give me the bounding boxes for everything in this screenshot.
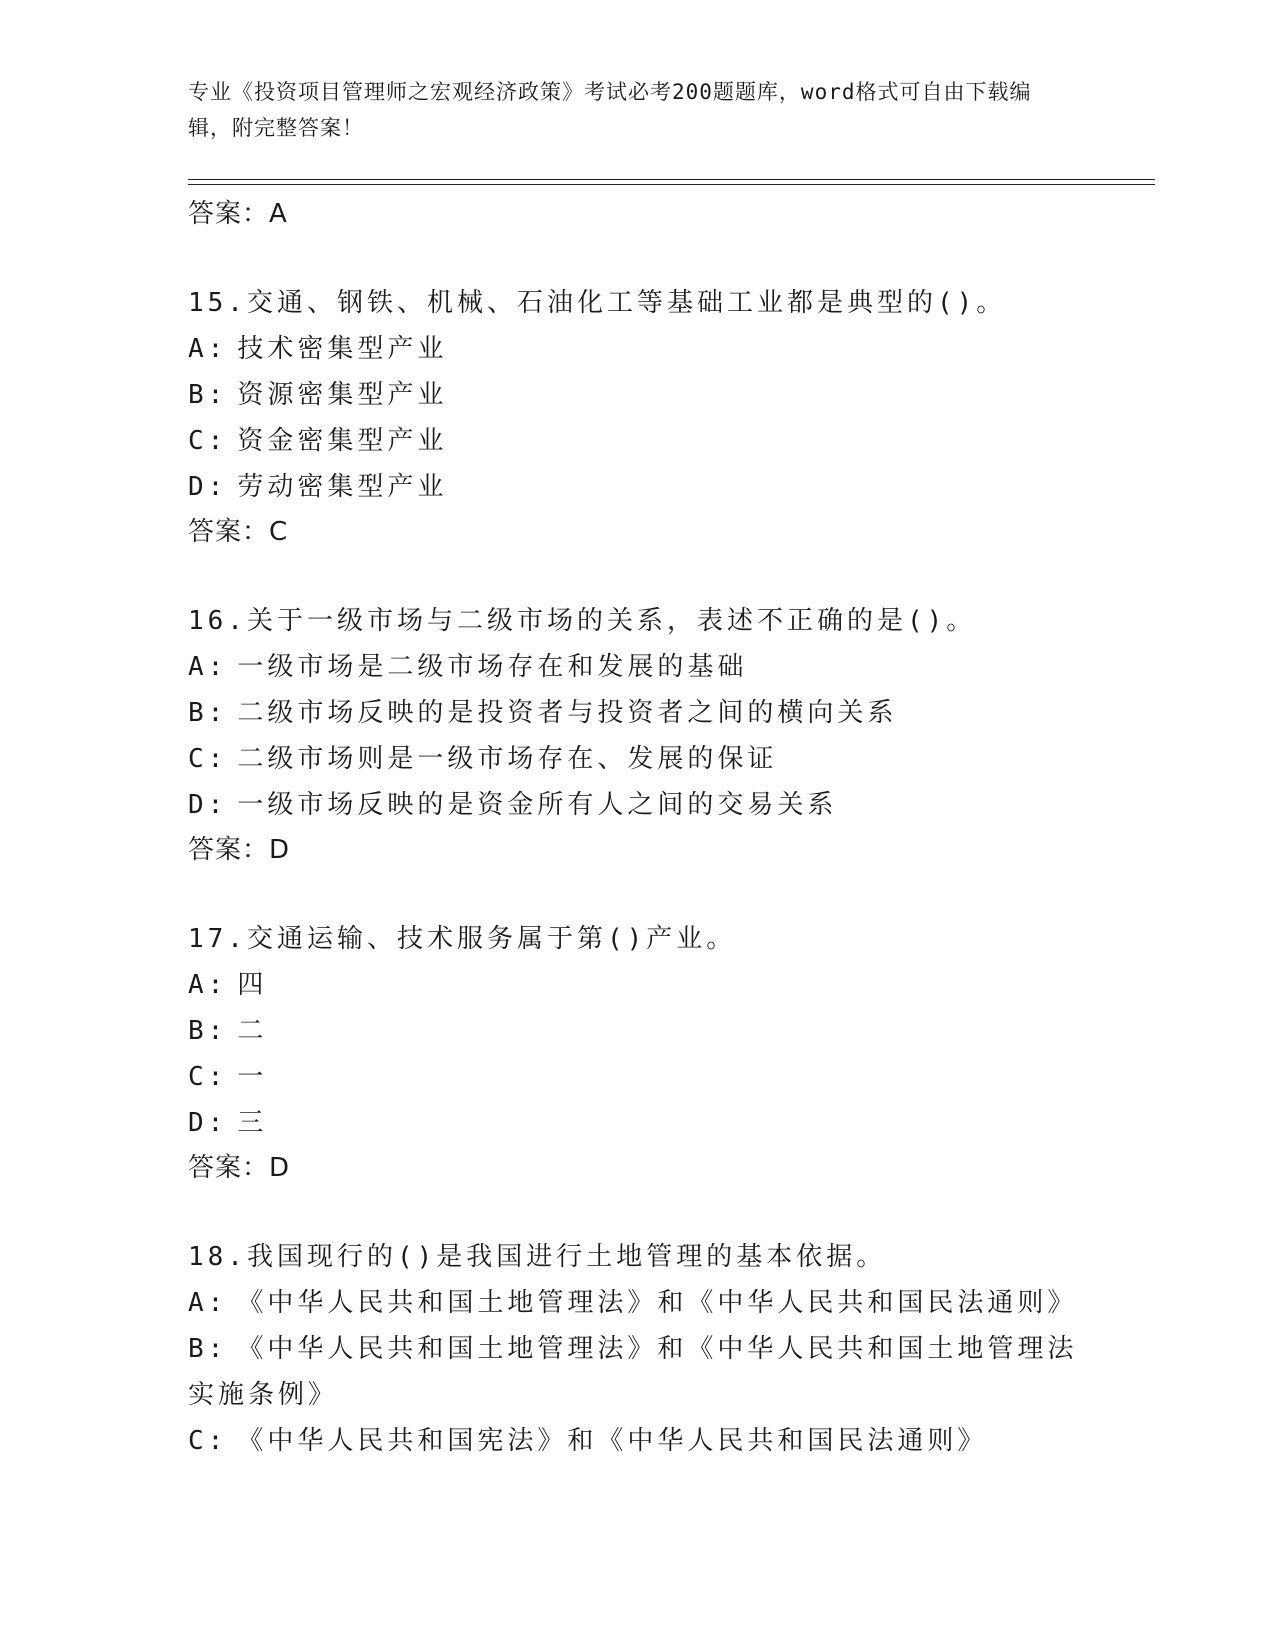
option-c	[188, 1054, 1088, 1100]
option-label: B:	[188, 698, 228, 728]
option-c	[188, 736, 1088, 782]
option-d	[188, 464, 1088, 510]
option-label: D:	[188, 1108, 228, 1138]
option-d	[188, 1100, 1088, 1146]
option-c	[188, 418, 1088, 464]
option-text: 《中华人民共和国宪法》和《中华人民共和国民法通则》	[237, 1426, 988, 1456]
option-label: A:	[188, 1288, 228, 1318]
question-stem: 16.关于一级市场与二级市场的关系，表述不正确的是()。	[188, 606, 977, 636]
option-a	[188, 326, 1088, 372]
option-label: B:	[188, 1016, 228, 1046]
option-text: 二级市场则是一级市场存在、发展的保证	[237, 744, 778, 774]
question-stem: 17.交通运输、技术服务属于第()产业。	[188, 924, 737, 954]
option-text: 一级市场反映的是资金所有人之间的交易关系	[237, 790, 838, 820]
header-rule-bottom	[188, 184, 1155, 185]
question-17	[188, 916, 1088, 1190]
document-header	[188, 74, 1068, 146]
option-b	[188, 1008, 1088, 1054]
option-a	[188, 962, 1088, 1008]
document-body	[188, 192, 1088, 1464]
question-16	[188, 598, 1088, 872]
answer-line: 答案：D	[188, 1153, 291, 1183]
question-18	[188, 1234, 1088, 1464]
option-d	[188, 782, 1088, 828]
answer-line: 答案：A	[188, 199, 288, 229]
option-label: A:	[188, 334, 228, 364]
option-label: C:	[188, 426, 228, 456]
option-label: C:	[188, 1062, 228, 1092]
option-text: 四	[237, 970, 268, 1000]
option-text: 二级市场反映的是投资者与投资者之间的横向关系	[237, 698, 898, 728]
question-stem: 18.我国现行的()是我国进行土地管理的基本依据。	[188, 1242, 887, 1272]
option-label: C:	[188, 744, 228, 774]
option-text: 一级市场是二级市场存在和发展的基础	[237, 652, 748, 682]
option-c	[188, 1418, 1088, 1464]
option-label: B:	[188, 1334, 228, 1364]
option-text: 劳动密集型产业	[237, 472, 448, 502]
option-label: B:	[188, 380, 228, 410]
option-b	[188, 372, 1088, 418]
option-text: 资源密集型产业	[237, 380, 448, 410]
option-b	[188, 1326, 1088, 1418]
option-text: 一	[237, 1062, 268, 1092]
option-a	[188, 1280, 1088, 1326]
option-label: D:	[188, 790, 228, 820]
header-text: 专业《投资项目管理师之宏观经济政策》考试必考200题题库，word格式可自由下载编辑，附完整答案！	[188, 80, 1032, 140]
option-a	[188, 644, 1088, 690]
answer-line: 答案：D	[188, 835, 291, 865]
answer-line: 答案：C	[188, 517, 289, 547]
option-label: A:	[188, 652, 228, 682]
option-text: 《中华人民共和国土地管理法》和《中华人民共和国民法通则》	[237, 1288, 1078, 1318]
option-text: 技术密集型产业	[237, 334, 448, 364]
question-15	[188, 280, 1088, 554]
option-label: C:	[188, 1426, 228, 1456]
question-stem: 15.交通、钢铁、机械、石油化工等基础工业都是典型的()。	[188, 288, 1007, 318]
option-text: 二	[237, 1016, 268, 1046]
option-b	[188, 690, 1088, 736]
option-text: 资金密集型产业	[237, 426, 448, 456]
option-label: D:	[188, 472, 228, 502]
option-label: A:	[188, 970, 228, 1000]
option-text: 《中华人民共和国土地管理法》和《中华人民共和国土地管理法实施条例》	[188, 1334, 1078, 1410]
option-text: 三	[237, 1108, 268, 1138]
header-rule-top	[188, 179, 1155, 180]
